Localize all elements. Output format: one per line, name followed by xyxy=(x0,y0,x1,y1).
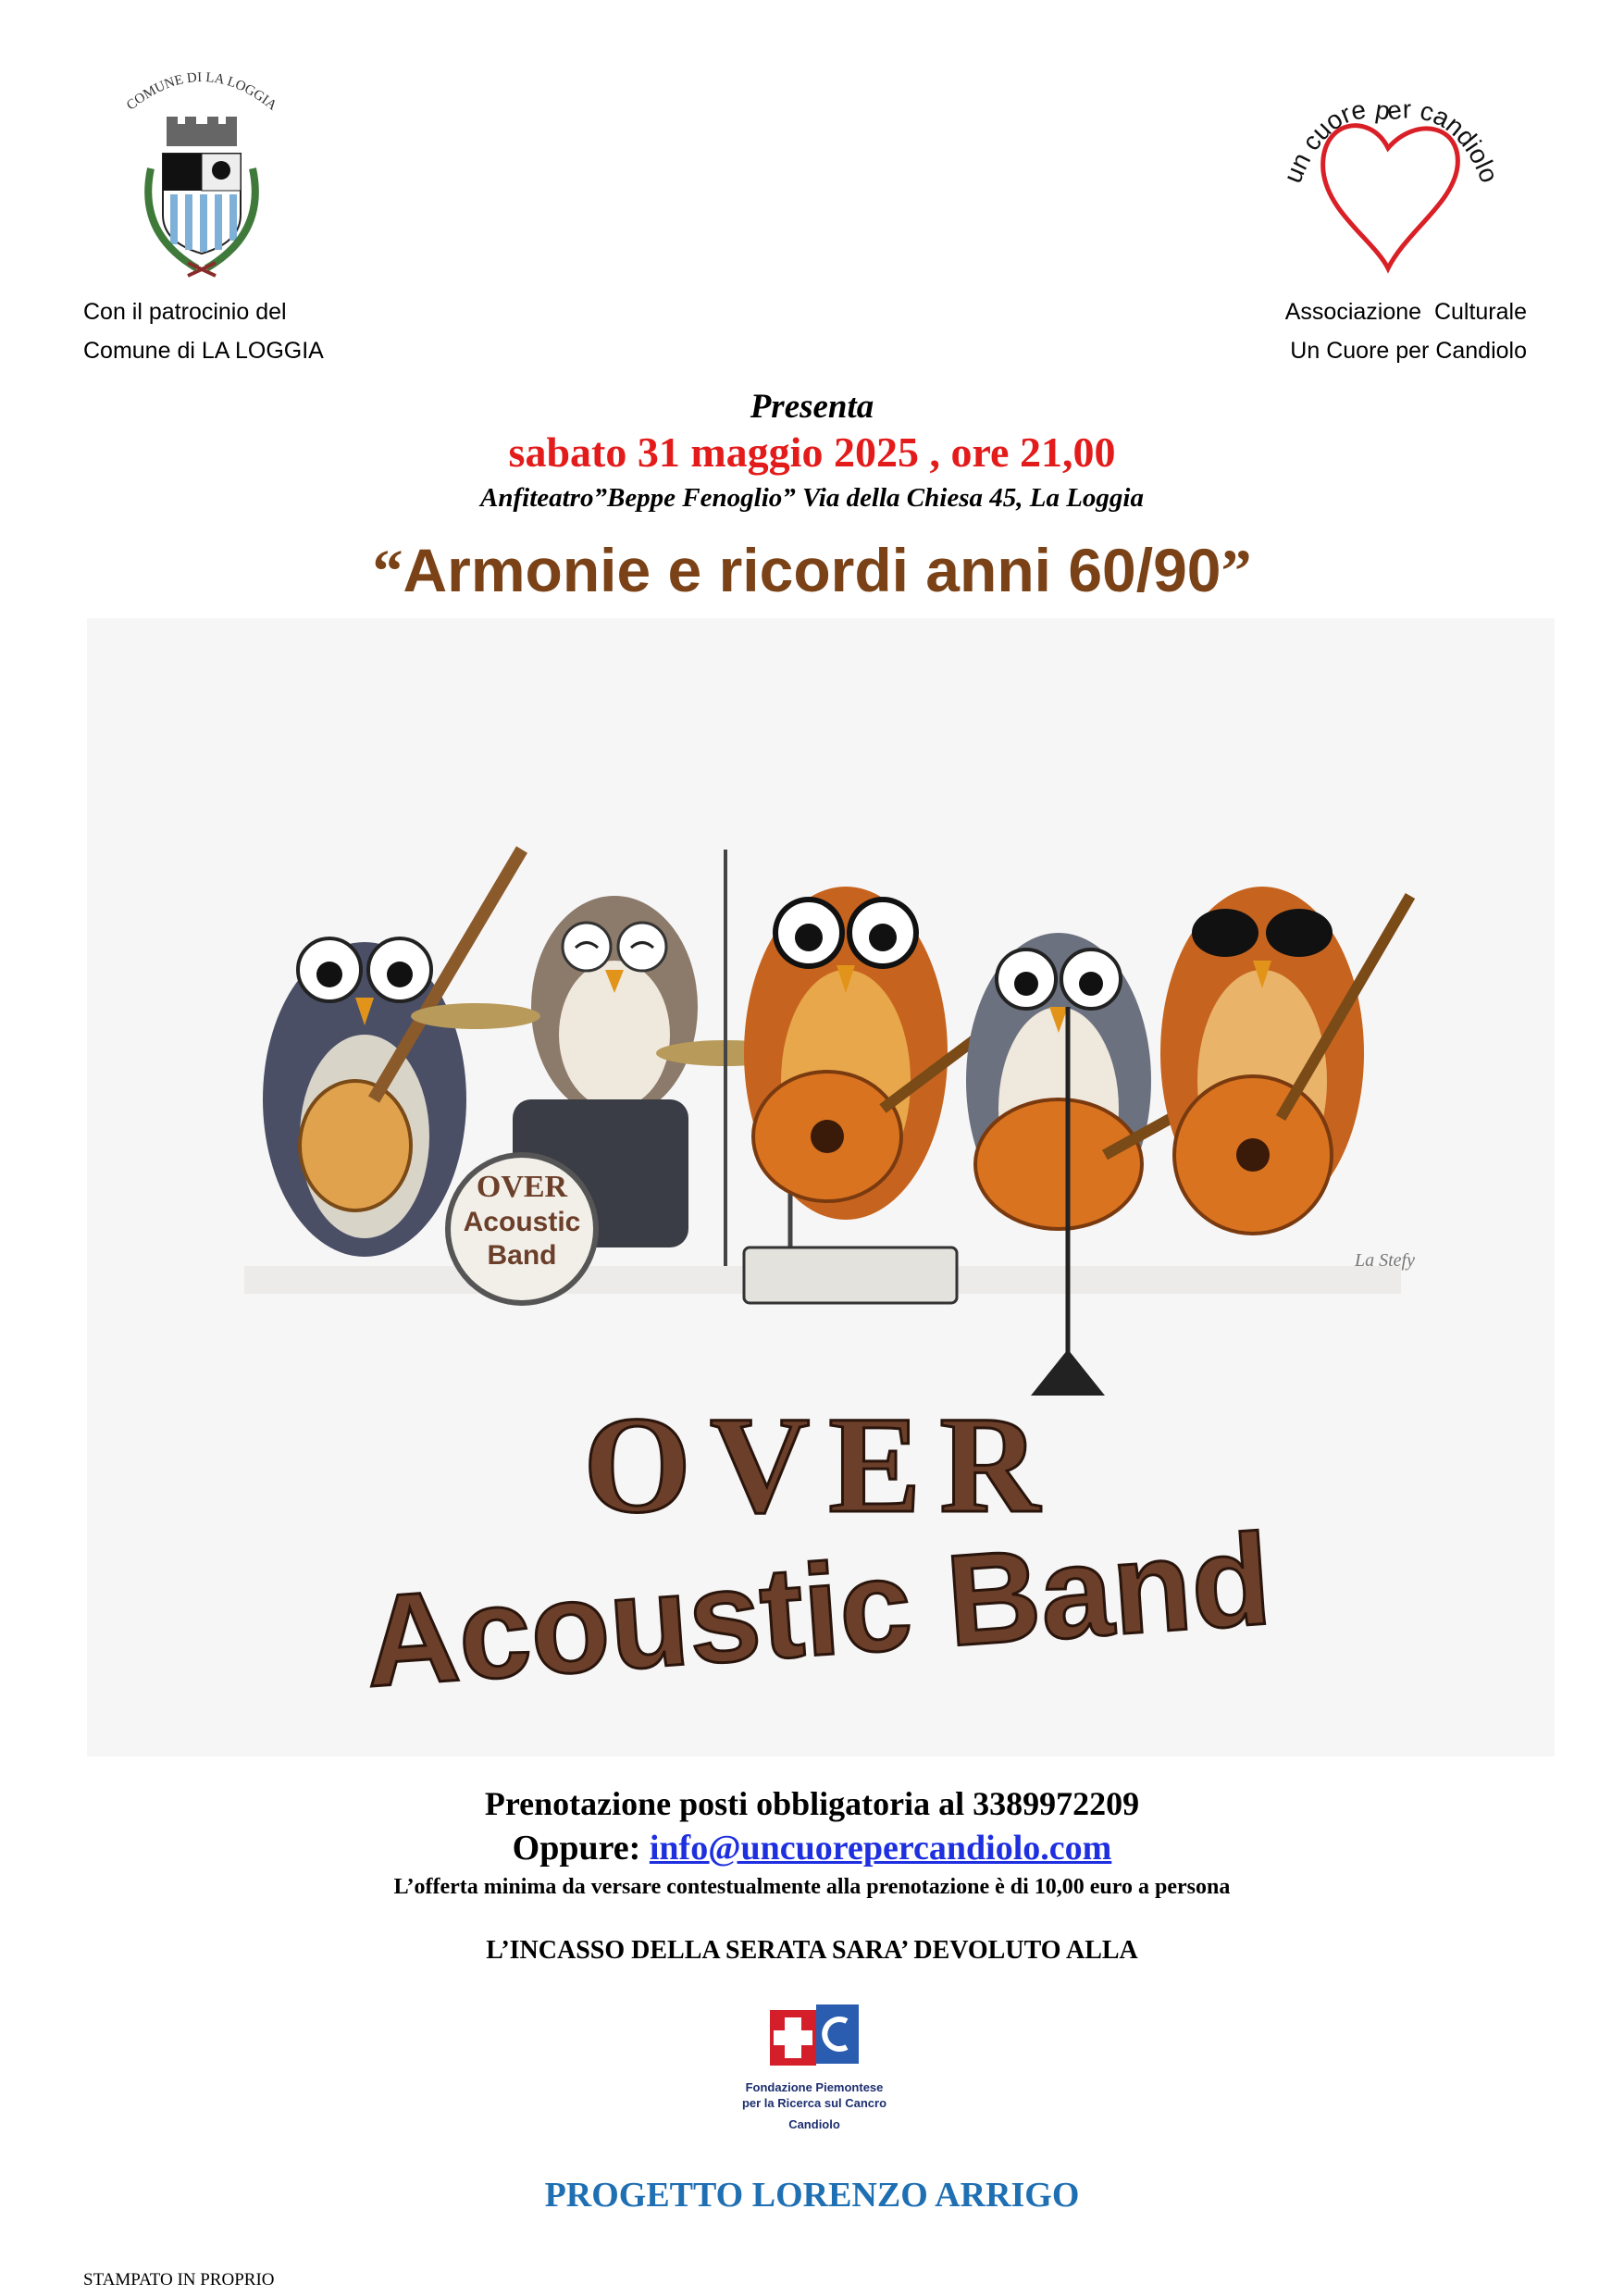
un-cuore-per-candiolo-logo xyxy=(1268,93,1508,287)
fondazione-piemontese-logo xyxy=(731,1999,898,2170)
association-line-2: Un Cuore per Candiolo xyxy=(1290,338,1527,364)
foundation-line-1: Fondazione Piemontese xyxy=(745,2080,884,2094)
booking-line: Prenotazione posti obbligatoria al 3389972209 xyxy=(484,1785,1140,1822)
band-poster-illustration xyxy=(87,618,1555,1756)
association-text xyxy=(1240,292,1527,370)
comune-crest-logo xyxy=(109,57,294,289)
email-link[interactable]: info@uncuorepercandiolo.com xyxy=(649,1829,1112,1868)
patronage-line-2: Comune di LA LOGGIA xyxy=(83,338,324,364)
event-date: sabato 31 maggio 2025 , ore 21,00 xyxy=(508,428,1116,476)
amplifier xyxy=(744,1247,957,1303)
drum-text-band: Band xyxy=(487,1240,557,1271)
printed-note: STAMPATO IN PROPRIO xyxy=(83,2270,275,2290)
artist-signature: La Stefy xyxy=(1355,1250,1415,1271)
event-title xyxy=(0,535,1624,607)
owl-guitarist-2 xyxy=(744,887,994,1220)
band-name-over: OVER xyxy=(583,1388,1059,1542)
foundation-line-2: per la Ricerca sul Cancro xyxy=(741,2096,887,2110)
foundation-line-3: Candiolo xyxy=(788,2117,840,2131)
logo-text: un cuore per candiolo xyxy=(1278,94,1505,187)
drum-text-over: OVER xyxy=(476,1170,568,1204)
minimum-offer-text: L’offerta minima da versare contestualmente alla prenotazione è di 10,00 euro a persona xyxy=(393,1875,1231,1899)
project-name: PROGETTO LORENZO ARRIGO xyxy=(544,2176,1080,2215)
presenta-label: Presenta xyxy=(750,388,874,426)
proceeds-text: L’INCASSO DELLA SERATA SARA’ DEVOLUTO ALLA xyxy=(486,1936,1138,1965)
title-text: Armonie e ricordi anni 60/90 xyxy=(403,536,1221,604)
band-name-acoustic-band: Acoustic Band xyxy=(360,1506,1275,1715)
booking-alternative xyxy=(0,1828,1624,1868)
owl-guitarist-4 xyxy=(1160,887,1410,1234)
crest-arc-text: COMUNE DI LA LOGGIA xyxy=(124,69,279,114)
association-line-1: Associazione Culturale xyxy=(1284,299,1527,325)
oppure-label: Oppure: xyxy=(512,1829,650,1868)
patronage-text xyxy=(83,292,324,370)
patronage-line-1: Con il patrocinio del xyxy=(83,299,287,325)
drum-text-acoustic: Acoustic xyxy=(463,1207,581,1237)
title-close-quote: ” xyxy=(1221,538,1252,605)
owl-drummer xyxy=(411,850,795,1303)
title-open-quote: “ xyxy=(372,538,403,605)
event-venue: Anfiteatro”Beppe Fenoglio” Via della Chiesa 45, La Loggia xyxy=(480,483,1144,513)
